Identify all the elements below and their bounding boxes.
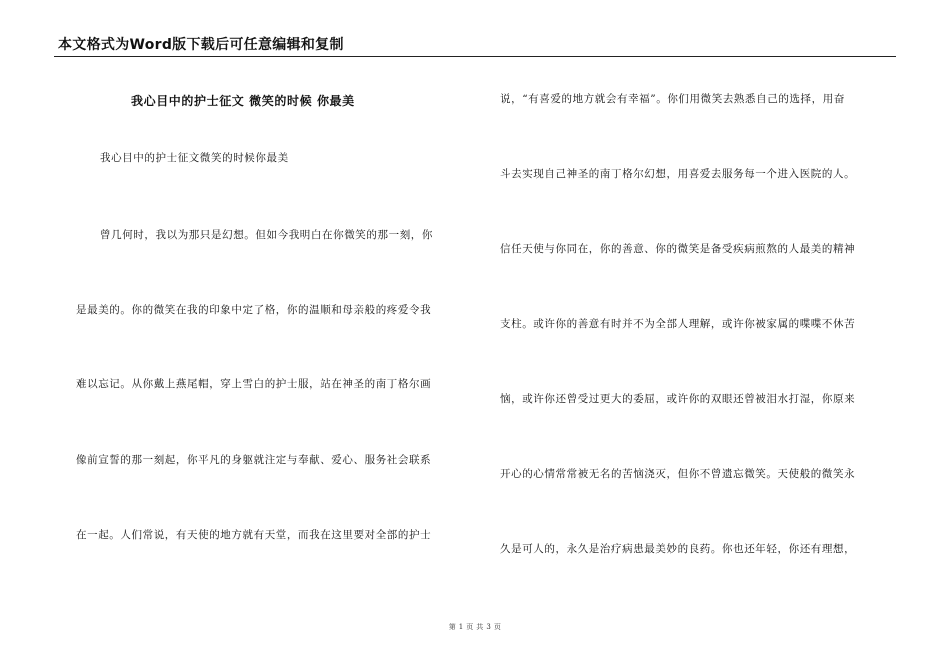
paragraph-line: 在一起。人们常说，有天使的地方就有天堂，而我在这里要对全部的护士: [76, 529, 432, 541]
paragraph-line: 支柱。或许你的善意有时并不为全部人理解，或许你被家属的喋喋不休苦: [500, 318, 856, 330]
paragraph-line: 我心目中的护士征文微笑的时候你最美: [100, 152, 289, 164]
document-banner: [54, 36, 896, 57]
paragraph-line: 曾几何时，我以为那只是幻想。但如今我明白在你微笑的那一刻，你: [100, 229, 433, 241]
paragraph-line: 斗去实现自己神圣的南丁格尔幻想，用喜爱去服务每一个进入医院的人。: [500, 168, 856, 180]
paragraph-line: 信任天使与你同在，你的善意、你的微笑是备受疾病煎熬的人最美的精神: [500, 243, 856, 255]
paragraph-line: 难以忘记。从你戴上燕尾帽，穿上雪白的护士服，站在神圣的南丁格尔画: [76, 378, 432, 390]
paragraph-line: 恼，或许你还曾受过更大的委屈，或许你的双眼还曾被泪水打湿，你原来: [500, 393, 856, 405]
page-number: 第 1 页 共 3 页: [448, 623, 502, 631]
paragraph-line: 像前宣誓的那一刻起，你平凡的身躯就注定与奉献、爱心、服务社会联系: [76, 454, 432, 466]
banner-text: 本文格式为Word版下载后可任意编辑和复制: [58, 37, 344, 53]
paragraph-line: 是最美的。你的微笑在我的印象中定了格，你的温顺和母亲般的疼爱令我: [76, 304, 432, 316]
article-title: 我心目中的护士征文 微笑的时候 你最美: [131, 94, 355, 108]
paragraph-line: 说，“有喜爱的地方就会有幸福”。你们用微笑去熟悉自己的选择，用奋: [500, 93, 845, 105]
paragraph-line: 久是可人的，永久是治疗病患最美妙的良药。你也还年轻，你还有理想，: [500, 543, 856, 555]
paragraph-line: 开心的心情常常被无名的苦恼浇灭，但你不曾遗忘微笑。天使般的微笑永: [500, 468, 856, 480]
